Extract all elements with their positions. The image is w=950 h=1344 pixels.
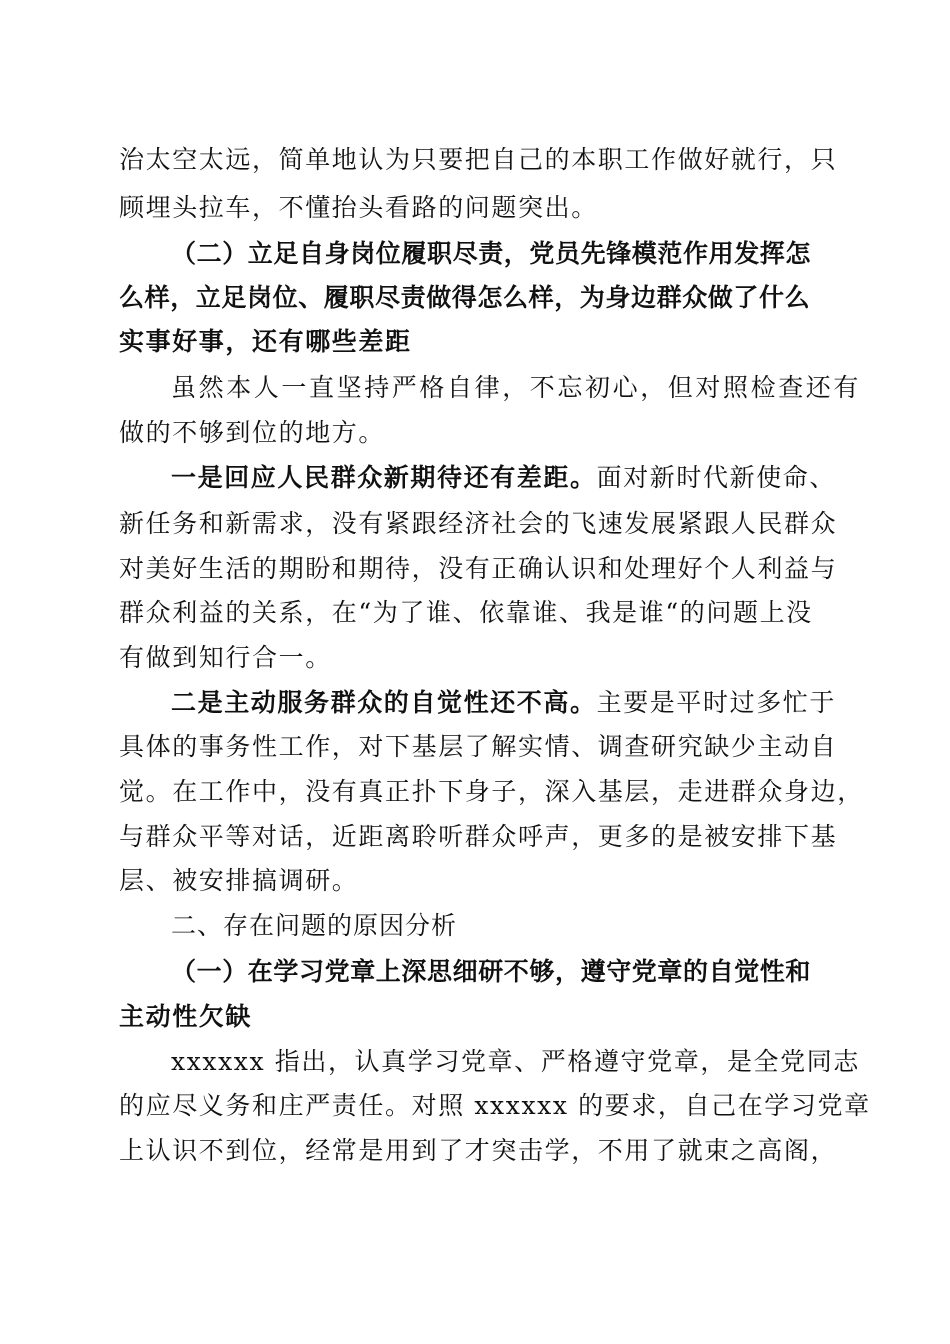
body-text-line: 有做到知行合一。 <box>119 643 332 672</box>
body-text-line: 新任务和新需求，没有紧跟经济社会的飞速发展紧跟人民群众 <box>119 509 838 538</box>
paragraph-with-lead <box>171 456 836 500</box>
subheading-2-line-2: 么样，立足岗位、履职尽责做得怎么样，为身边群众做了什么 <box>119 283 811 312</box>
body-text-line: 对美好生活的期盼和期待，没有正确认识和处理好个人利益与 <box>119 554 838 583</box>
lead-sentence: 二是主动服务群众的自觉性还不高。 <box>171 688 597 717</box>
lead-sentence: 一是回应人民群众新期待还有差距。 <box>171 463 597 492</box>
body-text-line: 虽然本人一直坚持严格自律，不忘初心，但对照检查还有 <box>171 373 862 402</box>
body-text-span: 主要是平时过多忙于 <box>596 688 837 717</box>
body-text-span: 面对新时代新使命、 <box>596 463 837 492</box>
body-text-line: 与群众平等对话，近距离聆听群众呼声，更多的是被安排下基 <box>119 822 838 851</box>
body-text-line: 治太空太远，简单地认为只要把自己的本职工作做好就行，只 <box>119 145 838 174</box>
body-text-line: 的应尽义务和庄严责任。对照 xxxxxx 的要求，自己在学习党章 <box>119 1091 871 1120</box>
subheading-1-line-1: （一）在学习党章上深思细研不够，遵守党章的自觉性和 <box>171 957 812 986</box>
body-text-line: 群众利益的关系，在“为了谁、依靠谁、我是谁“的问题上没 <box>119 598 813 627</box>
body-text-line: 做的不够到位的地方。 <box>119 418 386 447</box>
section-heading: 二、存在问题的原因分析 <box>171 911 458 940</box>
subheading-2-line-3: 实事好事，还有哪些差距 <box>119 327 412 356</box>
subheading-1-line-2: 主动性欠缺 <box>119 1002 253 1031</box>
body-text-line: xxxxxx 指出，认真学习党章、严格遵守党章，是全党同志 <box>171 1047 860 1076</box>
paragraph-with-lead <box>171 681 836 725</box>
body-text-line: 层、被安排搞调研。 <box>119 866 359 895</box>
body-text-line: 顾埋头拉车，不懂抬头看路的问题突出。 <box>119 193 598 222</box>
body-text-line: 上认识不到位，经常是用到了才突击学，不用了就束之高阁， <box>119 1136 838 1165</box>
body-text-line: 具体的事务性工作，对下基层了解实情、调查研究缺少主动自 <box>119 732 838 761</box>
subheading-2-line-1: （二）立足自身岗位履职尽责，党员先锋模范作用发挥怎 <box>171 239 812 268</box>
body-text-line: 觉。在工作中，没有真正扑下身子，深入基层，走进群众身边， <box>119 777 864 806</box>
